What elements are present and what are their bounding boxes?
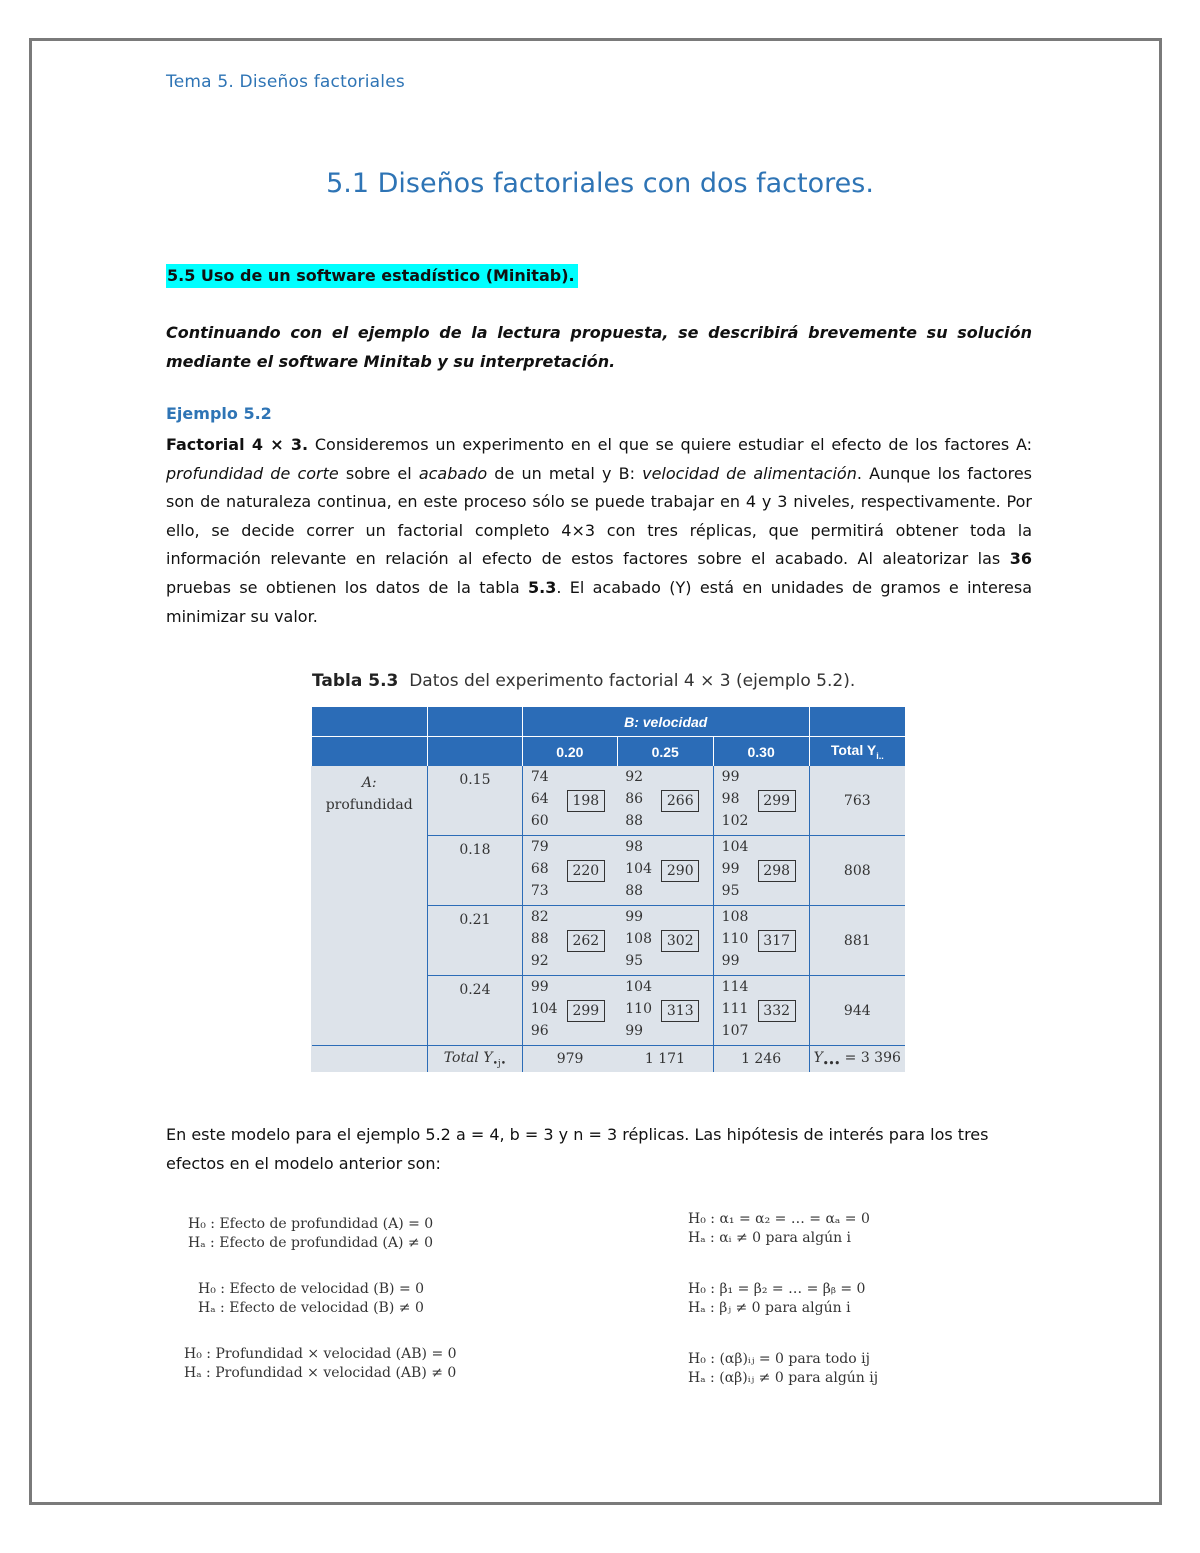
- example-text-6: . El acabado (Y) está en unidades de gramos e interesa minimizar su valor.: [166, 577, 1032, 626]
- table-caption: [312, 671, 855, 691]
- observation-value: 60: [530, 813, 549, 829]
- data-cell: [522, 976, 617, 1046]
- header-blank-3: [809, 707, 905, 737]
- data-cell: [617, 766, 713, 836]
- observation-value: 104: [625, 979, 652, 995]
- example-text-5: pruebas se obtienen los datos de la tabla: [166, 577, 529, 597]
- observation-value: 82: [530, 909, 549, 925]
- observation-value: 104: [721, 839, 749, 855]
- example-text-2: sobre el: [338, 463, 419, 483]
- row-total-header: Total $Y_{i..}$: [809, 737, 905, 767]
- cell-total-box: 317: [758, 930, 796, 952]
- example-text-1: Consideremos un experimento en el que se quiere estudiar el efecto de los factores A:: [308, 435, 1033, 454]
- observation-value: 95: [721, 883, 740, 899]
- table-caption-label: Tabla 5.3: [312, 671, 399, 691]
- cell-total-box: 298: [758, 860, 796, 882]
- observation-value: 104: [625, 861, 652, 877]
- level-cell: 0.21: [427, 906, 522, 976]
- hypothesis-a-left: H₀ : Efecto de profundidad (A) = 0 Hₐ : Efecto de profundidad (A) ≠ 0: [188, 1216, 434, 1251]
- col-total: 979: [522, 1046, 617, 1073]
- observation-value: 92: [625, 769, 644, 785]
- observation-value: 99: [721, 861, 740, 877]
- cell-total-box: 299: [758, 790, 796, 812]
- data-cell: [617, 976, 713, 1046]
- observation-value: 99: [530, 979, 549, 995]
- header-blank-2: [427, 707, 522, 737]
- row-total: 944: [809, 976, 905, 1046]
- observation-value: 88: [625, 813, 644, 829]
- observation-value: 79: [530, 839, 549, 855]
- observation-value: 92: [530, 953, 549, 969]
- observation-value: 99: [721, 769, 740, 785]
- page-header: Tema 5. Diseños factoriales: [166, 72, 405, 92]
- col-header: 0.30: [713, 737, 809, 767]
- observation-value: 88: [530, 931, 549, 947]
- row-total: 808: [809, 836, 905, 906]
- observation-value: 110: [721, 931, 749, 947]
- row-total: 881: [809, 906, 905, 976]
- observation-value: 73: [530, 883, 549, 899]
- header-blank-5: [427, 737, 522, 767]
- observation-value: 95: [625, 953, 644, 969]
- cell-total-box: 302: [661, 930, 699, 952]
- table-caption-text: Datos del experimento factorial 4 × 3 (ejemplo 5.2).: [409, 671, 856, 691]
- hypothesis-ab-right: H₀ : (αβ)ᵢⱼ = 0 para todo ij Hₐ : (αβ)ᵢⱼ ≠ 0 para algún ij: [688, 1351, 879, 1386]
- col-header: 0.25: [617, 737, 713, 767]
- cell-total-box: 332: [758, 1000, 796, 1022]
- observation-value: 114: [721, 979, 749, 995]
- data-cell: [522, 906, 617, 976]
- example-bold-2: 5.3: [528, 577, 557, 597]
- cell-total-box: 299: [567, 1000, 605, 1022]
- data-cell: [617, 906, 713, 976]
- observation-value: 96: [530, 1023, 549, 1039]
- observation-value: 98: [721, 791, 740, 807]
- table-row: [312, 766, 906, 836]
- page-title: 5.1 Diseños factoriales con dos factores.: [326, 168, 874, 199]
- data-cell: [713, 766, 809, 836]
- observation-value: 111: [721, 1001, 749, 1017]
- col-total: 1 246: [713, 1046, 809, 1073]
- observation-value: 99: [721, 953, 740, 969]
- observation-value: 102: [721, 813, 749, 829]
- header-blank-4: [312, 737, 428, 767]
- data-cell: [522, 836, 617, 906]
- cell-total-box: 313: [661, 1000, 699, 1022]
- cell-total-box: 266: [661, 790, 699, 812]
- data-cell: [617, 836, 713, 906]
- data-cell: [713, 906, 809, 976]
- row-total: 763: [809, 766, 905, 836]
- b-factor-header: B: velocidad: [522, 707, 809, 737]
- cell-total-box: 198: [567, 790, 605, 812]
- factor-a-label: A: profundidad: [325, 775, 413, 813]
- data-cell: [713, 976, 809, 1046]
- observation-value: 108: [625, 931, 652, 947]
- section-heading: 5.5 Uso de un software estadístico (Minitab).: [166, 264, 578, 288]
- observation-value: 74: [530, 769, 549, 785]
- cell-total-box: 290: [661, 860, 699, 882]
- example-italic-3: velocidad de alimentación: [642, 463, 857, 483]
- level-cell: 0.18: [427, 836, 522, 906]
- intro-paragraph: Continuando con el ejemplo de la lectura propuesta, se describirá brevemente su solución mediante el software Minitab y su interpretación.: [166, 323, 1032, 371]
- observation-value: 108: [721, 909, 749, 925]
- grand-total: $Y_{•••} = 3$ 396: [809, 1046, 905, 1073]
- example-paragraph: [166, 431, 1032, 631]
- data-cell: [713, 836, 809, 906]
- header-blank-1: [312, 707, 428, 737]
- data-cell: [522, 766, 617, 836]
- observation-value: 107: [721, 1023, 749, 1039]
- example-italic-2: acabado: [418, 463, 488, 483]
- observation-value: 99: [625, 1023, 644, 1039]
- example-bold-1: 36: [1009, 549, 1032, 569]
- observation-value: 98: [625, 839, 644, 855]
- observation-value: 99: [625, 909, 644, 925]
- example-text-3: de un metal y B:: [487, 463, 643, 483]
- observation-value: 104: [530, 1001, 558, 1017]
- example-text-4: . Aunque los factores son de naturaleza continua, en este proceso sólo se puede trabajar en 4 y 3 niveles, respectivamente. Por ello, se decide correr un factorial completo 4×3 con tres réplicas, que permitirá obtener toda la información relevante en relación al efecto de estos factores sobre el acabado. Al aleatorizar las: [166, 463, 1032, 569]
- observation-value: 88: [625, 883, 644, 899]
- observation-value: 64: [530, 791, 549, 807]
- level-cell: 0.15: [427, 766, 522, 836]
- cell-total-box: 262: [567, 930, 605, 952]
- observation-value: 110: [625, 1001, 652, 1017]
- hypothesis-b-right: H₀ : β₁ = β₂ = … = βᵦ = 0 Hₐ : βⱼ ≠ 0 para algún i: [688, 1281, 866, 1316]
- example-heading: Ejemplo 5.2: [166, 404, 272, 423]
- hypothesis-b-left: H₀ : Efecto de velocidad (B) = 0 Hₐ : Efecto de velocidad (B) ≠ 0: [198, 1281, 425, 1316]
- hypothesis-ab-left: H₀ : Profundidad × velocidad (AB) = 0 Hₐ : Profundidad × velocidad (AB) ≠ 0: [184, 1346, 457, 1381]
- example-lead: Factorial 4 × 3.: [166, 435, 309, 454]
- data-table: [311, 706, 905, 1072]
- col-header: 0.20: [522, 737, 617, 767]
- hypothesis-a-right: H₀ : α₁ = α₂ = … = αₐ = 0 Hₐ : αᵢ ≠ 0 para algún i: [688, 1211, 870, 1246]
- col-total: 1 171: [617, 1046, 713, 1073]
- closing-paragraph: En este modelo para el ejemplo 5.2 a = 4, b = 3 y n = 3 réplicas. Las hipótesis de interés para los tres efectos en el modelo anterior son:: [166, 1125, 989, 1173]
- cell-total-box: 220: [567, 860, 605, 882]
- level-cell: 0.24: [427, 976, 522, 1046]
- observation-value: 86: [625, 791, 644, 807]
- example-italic-1: profundidad de corte: [166, 463, 339, 483]
- col-total-label: Total $Y_{•j•}$: [427, 1046, 522, 1073]
- observation-value: 68: [530, 861, 549, 877]
